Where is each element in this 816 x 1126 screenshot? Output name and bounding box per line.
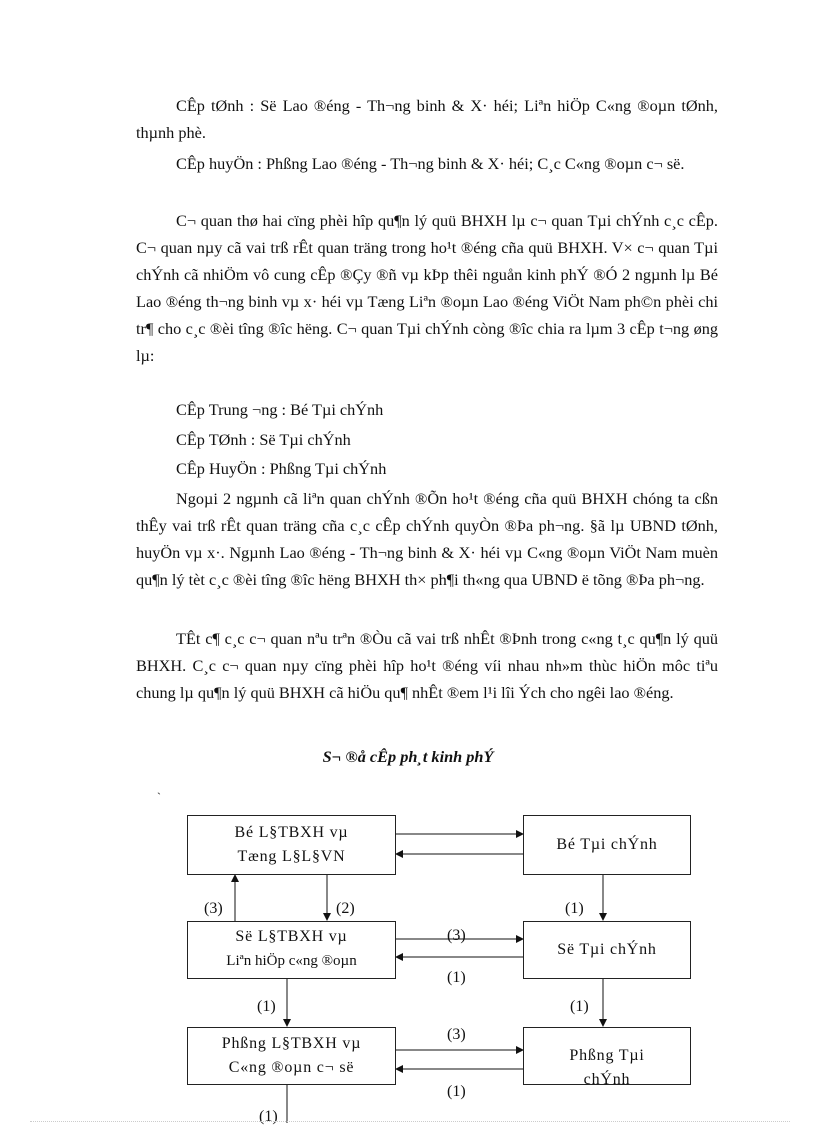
- label-arrow-3-phong: (3): [447, 1026, 466, 1043]
- label-arrow-2-left: (2): [336, 900, 355, 917]
- label-arrow-1-so: (1): [447, 969, 466, 986]
- page-bottom-border: [30, 1121, 790, 1122]
- box-so-taichinh: Së Tµi chÝnh: [523, 921, 691, 979]
- label-arrow-1-left-mid: (1): [257, 998, 276, 1015]
- diagram-title: S¬ ®å cÊp ph¸t kinh phÝ: [322, 747, 494, 766]
- paragraph-tat-ca: TÊt c¶ c¸c c¬ quan nªu trªn ®Òu cã vai trß nhÊt ®Þnh trong c«ng t¸c qu¶n lý quü BHXH. C¸c c¬ quan nµy cïng phèi hîp ho¹t ®éng víi nhau nh»m thùc hiÖn môc tiªu chung lµ qu¶n lý quü BHXH cã hiÖu qu¶ nhÊt ®em l¹i lîi Ých cho ngêi lao ®éng.: [136, 629, 718, 702]
- paragraph-cap-tinh: CÊp tØnh : Së Lao ®éng - Th¬ng binh & X· héi; Liªn hiÖp C«ng ®oµn tØnh, thµnh phè.: [136, 96, 718, 142]
- paragraph-cap-huyen: CÊp huyÖn : Phßng Lao ®éng - Th¬ng binh & X· héi; C¸c C«ng ®oµn c¬ së.: [176, 154, 685, 173]
- tick-mark: `: [157, 790, 161, 804]
- label-arrow-1-right-mid: (1): [570, 998, 589, 1015]
- list-line-huyen: CÊp HuyÖn : Phßng Tµi chÝnh: [176, 459, 387, 478]
- box-bo-ldtbxh: Bé L§TBXH vµ Tæng L§L§VN: [187, 815, 396, 875]
- paragraph-chinh-quyen: Ngoµi 2 ngµnh cã liªn quan chÝnh ®Õn ho¹t ®éng cña quü BHXH chóng ta cßn thÊy vai trß rÊt quan träng cña c¸c cÊp chÝnh quyÒn ®Þa ph¬ng. §ã lµ UBND tØnh, huyÖn vµ x·. Ngµnh Lao ®éng - Th¬ng binh & X· héi vµ C«ng ®oµn ViÖt Nam muèn qu¶n lý tèt c¸c ®èi tîng ®îc hëng BHXH th× ph¶i th«ng qua UBND ë tõng ®Þa ph¬ng.: [136, 489, 718, 589]
- box-phong-ldtbxh: Phßng L§TBXH vµ C«ng ®oµn c¬ së: [187, 1027, 396, 1085]
- label-arrow-3-so: (3): [447, 927, 466, 944]
- list-line-tinh: CÊp TØnh : Së Tµi chÝnh: [176, 430, 351, 449]
- box-so-ldtbxh: Së L§TBXH vµ Liªn hiÖp c«ng ®oµn: [187, 921, 396, 979]
- label-arrow-1-phong: (1): [447, 1083, 466, 1100]
- box-bo-taichinh: Bé Tµi chÝnh: [523, 815, 691, 875]
- label-arrow-1-bottom: (1): [259, 1108, 278, 1125]
- paragraph-co-quan-tai-chinh: C¬ quan thø hai cïng phèi hîp qu¶n lý quü BHXH lµ c¬ quan Tµi chÝnh c¸c cÊp. C¬ quan nµy cã vai trß rÊt quan träng trong ho¹t ®éng cña quü BHXH. V× c¬ quan Tµi chÝnh cã nhiÖm vô cung cÊp ®Çy ®ñ vµ kÞp thêi nguån kinh phÝ ®Ó 2 ngµnh lµ Bé Lao ®éng th¬ng binh vµ x· héi vµ Tæng Liªn ®oµn Lao ®éng ViÖt Nam ph©n phèi chi tr¶ cho c¸c ®èi tîng ®îc hëng. C¬ quan Tµi chÝnh còng ®îc chia ra lµm 3 cÊp t¬ng øng lµ:: [136, 211, 718, 365]
- label-arrow-1-right-top: (1): [565, 900, 584, 917]
- box-phong-taichinh: Phßng Tµi chÝnh: [523, 1027, 691, 1085]
- list-line-trung-uong: CÊp Trung ¬ng : Bé Tµi chÝnh: [176, 400, 384, 419]
- label-arrow-3-left: (3): [204, 900, 223, 917]
